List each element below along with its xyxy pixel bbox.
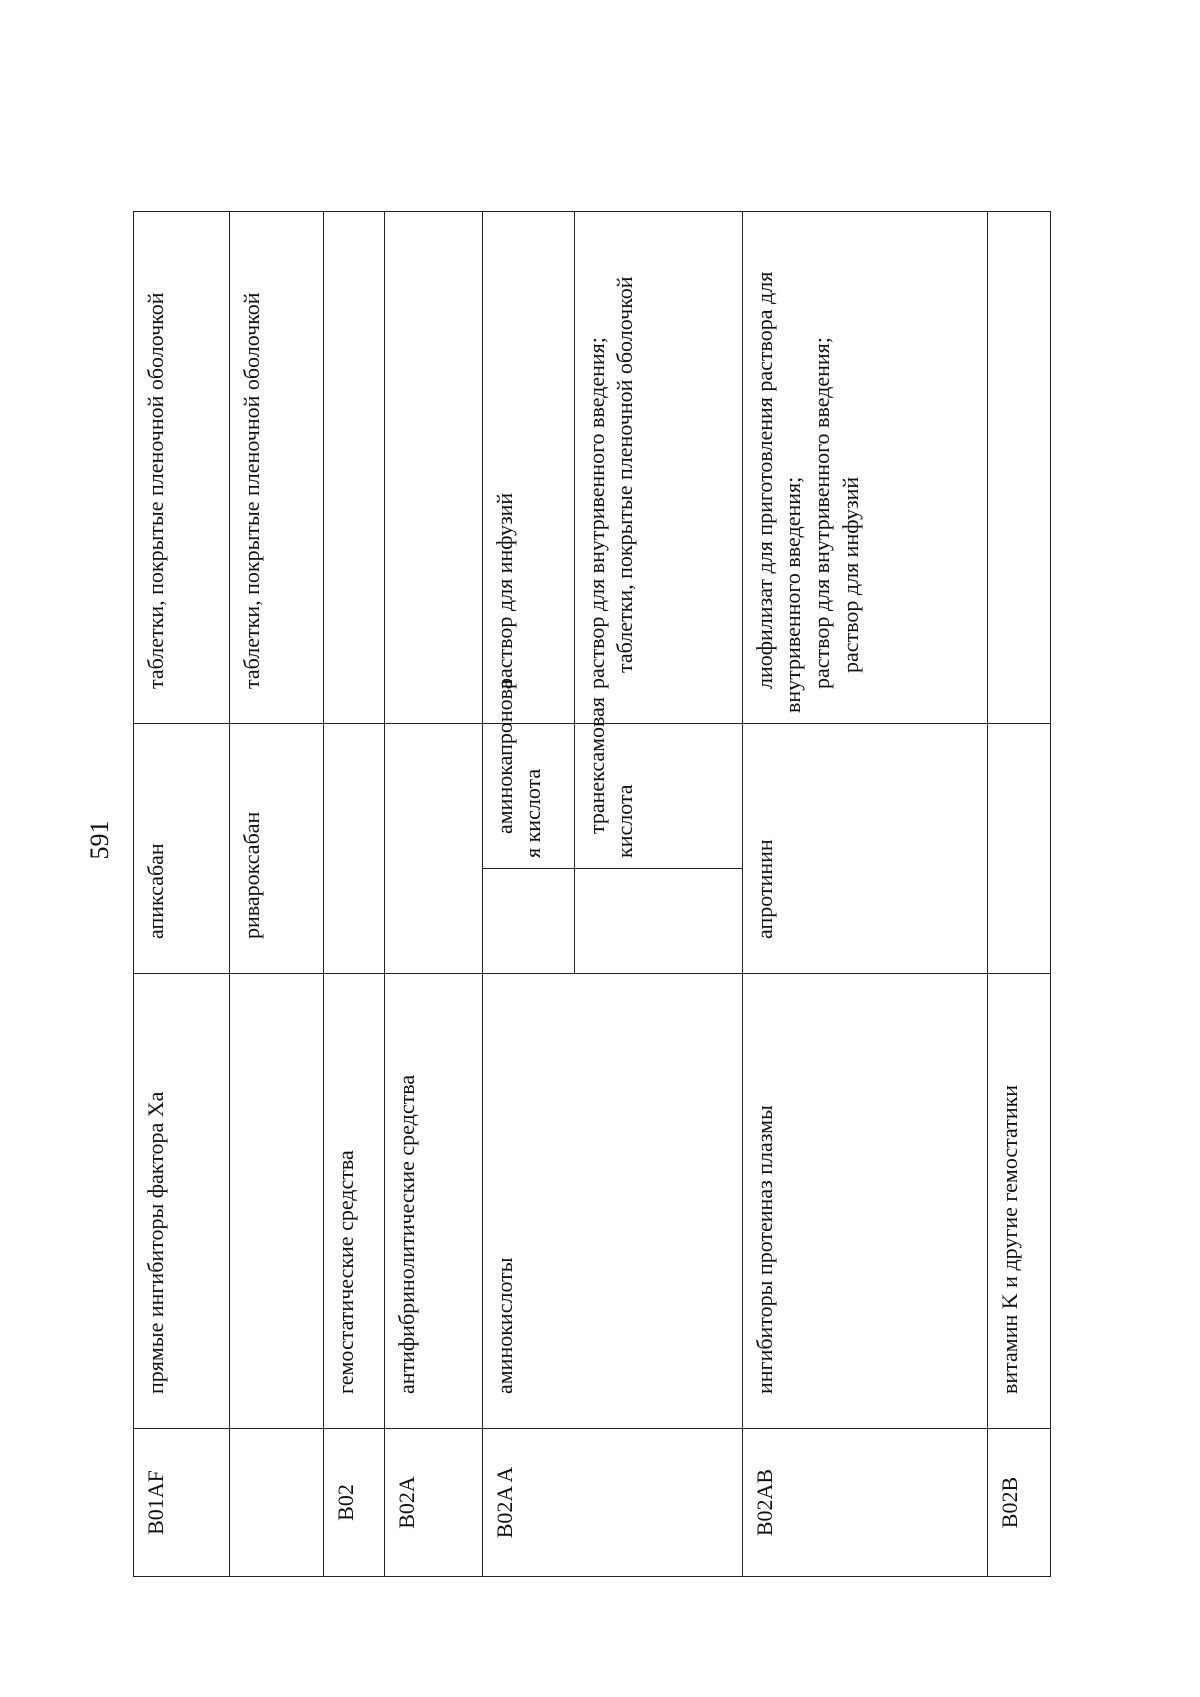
drug-cell (987, 723, 1050, 973)
drug-cell (230, 723, 324, 973)
atc-code: B02 (333, 1484, 359, 1521)
dosage-form-line: раствор для инфузий (837, 476, 863, 673)
form-cell (324, 211, 385, 723)
atc-code: B02A (394, 1476, 420, 1529)
drug-cell (385, 723, 482, 973)
atc-code-cell (482, 1429, 742, 1577)
form-cell (482, 211, 574, 723)
form-cell (987, 211, 1050, 723)
table-row (230, 211, 324, 1576)
group-cell (482, 974, 742, 1429)
drug-spacer-cell (574, 869, 742, 974)
table-row (134, 211, 230, 1576)
drug-cell (742, 723, 987, 973)
form-cell (134, 211, 230, 723)
atc-code-cell (230, 1429, 324, 1577)
group-cell (742, 974, 987, 1429)
dosage-form-line: лиофилизат для приготовления раствора для внутривенного введения; (751, 271, 806, 713)
group-name: аминокислоты (491, 1257, 517, 1394)
group-cell (385, 974, 482, 1429)
drug-name: аминокапронова я кислота (491, 679, 546, 858)
drug-spacer-cell (482, 869, 574, 974)
group-name: антифибринолитические средства (394, 1074, 420, 1394)
group-cell (987, 974, 1050, 1429)
group-name: прямые ингибиторы фактора Xa (143, 1091, 168, 1394)
group-cell (324, 974, 385, 1429)
table-row (742, 211, 987, 1576)
table-row (482, 211, 574, 1576)
drug-cell (482, 679, 574, 868)
medicines-table (133, 211, 1051, 1577)
form-cell (574, 211, 742, 723)
form-cell (230, 211, 324, 723)
atc-code: B02AB (751, 1468, 777, 1537)
atc-code-cell (324, 1429, 385, 1577)
drug-name: транексамовая кислота (583, 696, 638, 858)
table-row (324, 211, 385, 1576)
rotated-table-wrapper (133, 212, 1051, 1577)
group-name: витамин K и другие гемостатики (996, 1084, 1022, 1394)
atc-code-cell (742, 1429, 987, 1577)
drug-name: ривароксабан (239, 811, 265, 939)
group-cell (134, 974, 230, 1429)
dosage-form-line: раствор для внутривенного введения; (583, 337, 609, 689)
group-cell (230, 974, 324, 1429)
drug-cell (574, 696, 742, 868)
dosage-form: таблетки, покрытые пленочной оболочкой (239, 292, 265, 689)
atc-code-cell (385, 1429, 482, 1577)
drug-cell (324, 723, 385, 973)
atc-code: B02B (996, 1476, 1022, 1529)
table-row (385, 211, 482, 1576)
group-name: ингибиторы протеиназ плазмы (751, 1105, 777, 1394)
dosage-form: раствор для инфузий (491, 492, 517, 689)
atc-code: B02A A (491, 1466, 517, 1539)
atc-code-cell (134, 1429, 230, 1577)
group-name: гемостатические средства (333, 1150, 359, 1394)
page-number: 591 (85, 820, 114, 860)
dosage-form: таблетки, покрытые пленочной оболочкой (143, 292, 168, 689)
drug-cell (134, 723, 230, 973)
dosage-form-line: раствор для внутривенного введения; (808, 337, 834, 689)
drug-name: апротинин (751, 839, 777, 939)
form-cell (385, 211, 482, 723)
drug-name: апиксабан (143, 843, 168, 939)
dosage-form-line: таблетки, покрытые пленочной оболочкой (612, 276, 638, 673)
atc-code-cell (987, 1429, 1050, 1577)
table-row (987, 211, 1050, 1576)
atc-code: B01AF (143, 1470, 168, 1535)
form-cell (742, 211, 987, 723)
